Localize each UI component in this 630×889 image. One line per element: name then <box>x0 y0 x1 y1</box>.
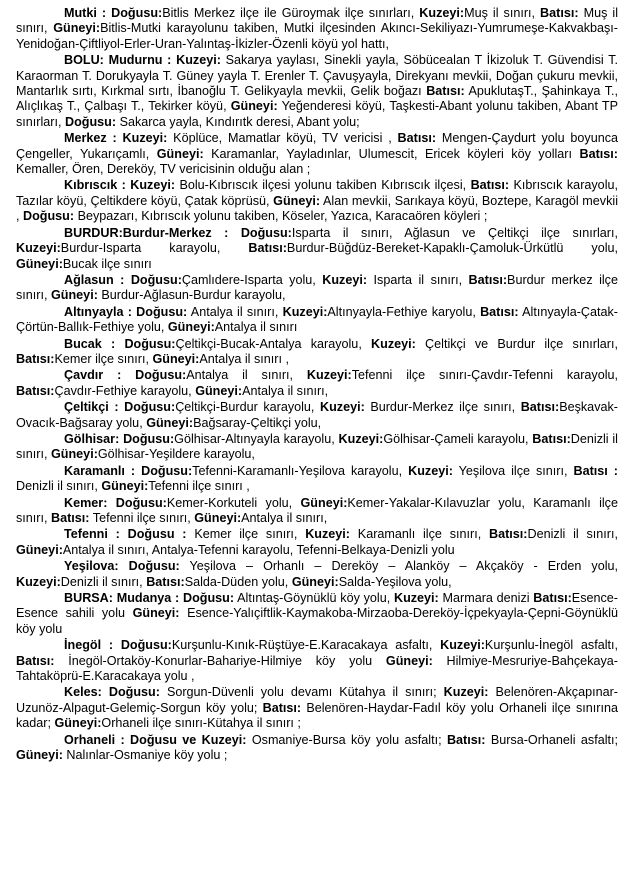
boundary-text: Çeltikçi ve Burdur ilçe sınırları, <box>415 336 618 351</box>
boundary-text: Gölhisar-Yeşildere karayolu, <box>97 447 255 462</box>
region-entry <box>16 685 618 731</box>
boundary-text: Sakarya yaylası, Sinekli yayla, Söbücealan T İkizoluk T. Güvendisi T. Karaorman T. Dorukyayla T. Güney yayla T. Erenler T. Çavuşyayla, Direkyanı mevkii, Doğan çukuru mevkii, Mantarlık sırtı, Kırkmal sırtı, İbanoğlu T. Gelikyayla mevkii, Gelik boğazı <box>16 53 619 99</box>
entry-paragraph <box>16 432 618 463</box>
direction-label: Batısı : <box>573 463 618 478</box>
direction-label: Batısı: <box>470 178 510 193</box>
boundary-text: Antalya il sınırı, <box>241 511 328 525</box>
boundary-text: Antalya il sınırı , <box>199 351 289 366</box>
boundary-text: Denizli il sınırı, <box>60 574 147 589</box>
region-entry <box>16 400 618 431</box>
region-entry <box>16 53 618 130</box>
entry-heading: Kıbrıscık : <box>64 178 131 193</box>
direction-label: Kuzeyi: <box>322 272 368 287</box>
boundary-text: Esence-Yalıçiftlik-Kaymakoba-Mirzaoba-Dereköy-İçpekyayla-Çepni-Göynüklü köy yolu <box>16 606 618 636</box>
direction-label: Batısı: <box>262 700 302 715</box>
boundary-text: Kurşunlu-İnegöl asfaltı, <box>484 638 618 653</box>
boundary-text: Yeğenderesi köyü, Taşkesti-Abant yolunu takiben, Abant TP sınırları, <box>16 99 618 129</box>
region-entry <box>16 226 618 272</box>
entry-heading: Gölhisar: <box>64 431 124 446</box>
direction-label: Güneyi: <box>194 511 242 525</box>
direction-label: Kuzeyi: <box>306 368 352 383</box>
boundary-text: Burdur-Ağlasun-Burdur karayolu, <box>97 288 286 303</box>
boundary-text: Alan mevkii, Sarıkaya köyü, Boztepe, Karagöl mevkii , <box>16 193 618 224</box>
direction-label: Kuzeyi: <box>16 574 61 589</box>
boundary-text: ApuklutaşT., Şahinkaya T., Alıçlıkaş T., Çalbaşı T., Tekirker köyü, <box>16 84 618 114</box>
direction-label: Güneyi: <box>291 574 339 589</box>
region-entry <box>16 337 618 368</box>
boundary-text: Muş il sınırı, <box>16 6 618 36</box>
entry-paragraph <box>16 464 618 495</box>
region-entry <box>16 273 618 304</box>
entry-paragraph <box>16 273 618 304</box>
entry-heading: Altınyayla : <box>64 304 137 319</box>
direction-label: Doğusu: <box>128 559 180 574</box>
entry-paragraph <box>16 733 618 764</box>
boundary-text: Burdur merkez ilçe sınırı, <box>16 272 618 303</box>
entry-paragraph <box>16 527 618 558</box>
entry-paragraph <box>16 226 618 272</box>
boundary-text: Bitlis-Mutki karayolunu takiben, Mutki ilçesinden Akıncı-Sekiliyazı-Yumrumeşe-Kakvakbaşı-Yenidoğan-Çiftliyol-Erler-Uran-Yalıntaş-İkizler-Özenli köyü yol hattı, <box>16 21 618 51</box>
boundary-text: Bağsaray-Çeltikçi yolu, <box>193 415 322 430</box>
boundary-text: Denizli il sınırı, <box>16 479 102 494</box>
boundary-text: Yeşilova ilçe sınırı, <box>452 463 574 478</box>
direction-label: Güneyi: <box>385 653 433 668</box>
direction-label: Doğusu: <box>135 368 187 383</box>
direction-label: Kuzeyi: <box>371 336 416 351</box>
entry-heading: Çavdır : <box>64 368 136 383</box>
direction-label: Batısı: <box>16 351 55 366</box>
entry-paragraph <box>16 685 618 731</box>
direction-label: Kuzeyi: <box>443 685 489 700</box>
boundary-text: Nalınlar-Osmaniye köy yolu ; <box>62 748 228 763</box>
boundary-text: Salda-Düden yolu, <box>184 574 292 589</box>
direction-label: Kuzeyi: <box>130 178 176 193</box>
direction-label: Batısı: <box>533 591 572 606</box>
direction-label: Güneyi: <box>167 320 215 335</box>
boundary-text: Kurşunlu-Kınık-Rüştüye-E.Karacakaya asfaltı, <box>171 638 441 653</box>
boundary-text: Burdur-Büğdüz-Bereket-Kapaklı-Çamoluk-Ürkütlü yolu, <box>286 241 619 256</box>
direction-label: Doğusu: <box>183 591 235 606</box>
boundary-text: Bursa-Orhaneli asfaltı; <box>485 732 619 747</box>
boundary-text: Tefenni-Karamanlı-Yeşilova karayolu, <box>192 463 409 478</box>
entry-paragraph <box>16 337 618 368</box>
direction-label: Güneyi: <box>195 383 243 398</box>
region-entry <box>16 638 618 684</box>
boundary-text: Antalya il sınırı, <box>186 368 307 383</box>
direction-label: Doğusu: <box>124 400 176 415</box>
entry-paragraph <box>16 305 618 336</box>
boundary-text: Isparta il sınırı, <box>367 272 469 287</box>
direction-label: Batısı: <box>397 131 437 146</box>
boundary-text: Çamlıdere-Isparta yolu, <box>181 272 323 287</box>
region-entry <box>16 305 618 336</box>
boundary-text: Çeltikçi-Burdur karayolu, <box>175 400 320 415</box>
direction-label: Doğusu: <box>130 272 182 287</box>
boundary-text: Altıntaş-Göynüklü köy yolu, <box>234 591 394 606</box>
boundary-text: Hilmiye-Mesruriye-Bahçekaya-Tahtaköprü-E.Karacakaya yolu , <box>16 653 618 684</box>
boundary-text: Sorgun-Düvenli yolu devamı Kütahya il sınırı; <box>159 685 444 700</box>
region-entry <box>16 368 618 399</box>
boundary-text: Kemaller, Ören, Dereköy, TV vericisinin olduğu alan ; <box>16 162 311 177</box>
entry-heading: Keles: <box>64 685 109 700</box>
direction-label: Güneyi: <box>273 193 321 208</box>
boundary-text: Beypazarı, Kıbrıscık yolunu takiben, Köseler, Yazıca, Karacaören köyleri ; <box>74 209 488 224</box>
direction-label: Kuzeyi: <box>16 241 61 256</box>
boundary-text: Muş il sınırı, <box>464 6 541 20</box>
direction-label: Batısı: <box>16 653 55 668</box>
direction-label: Kuzeyi: <box>176 53 221 68</box>
boundary-text: Altınyayla-Çatak-Çörtün-Ballık-Fethiye yolu, <box>16 304 619 335</box>
direction-label: Batısı: <box>16 383 55 398</box>
direction-label: Güneyi: <box>16 542 63 557</box>
entry-paragraph <box>16 559 618 590</box>
direction-label: Güneyi: <box>230 99 278 114</box>
entry-paragraph <box>16 53 618 130</box>
boundary-text: Tefenni ilçe sınırı-Çavdır-Tefenni karayolu, <box>351 368 619 383</box>
entry-paragraph <box>16 638 618 684</box>
boundary-text: Bucak ilçe sınırı <box>62 256 152 271</box>
boundary-text: Antalya il sınırı, Antalya-Tefenni karayolu, Tefenni-Belkaya-Denizli yolu <box>62 542 455 557</box>
entry-heading: Ağlasun : <box>64 272 131 287</box>
direction-label: Batısı: <box>520 400 560 415</box>
direction-label: Güneyi: <box>300 495 348 510</box>
boundary-text: Burdur-Merkez ilçe sınırı, <box>364 400 521 415</box>
boundary-text: Marmara denizi <box>438 591 534 606</box>
direction-label: Güneyi: <box>51 447 98 462</box>
boundary-text: Mengen-Çaydurt yolu boyunca Çengeller, Yukarıçamlı, <box>16 131 619 161</box>
entry-paragraph <box>16 591 618 637</box>
boundary-text: Çavdır-Fethiye karayolu, <box>54 383 196 398</box>
region-entry <box>16 131 618 177</box>
entry-paragraph <box>16 6 618 52</box>
region-entry <box>16 496 618 527</box>
direction-label: Batısı: <box>579 146 618 161</box>
direction-label: Kuzeyi: <box>282 304 328 319</box>
region-entry <box>16 464 618 495</box>
boundary-text: Denizli il sınırı, <box>16 431 618 462</box>
direction-label: Batısı: <box>426 84 465 99</box>
boundary-text: Kemer ilçe sınırı, <box>54 351 153 366</box>
entry-paragraph <box>16 131 618 177</box>
direction-label: Doğusu : <box>127 527 187 542</box>
direction-label: Güneyi: <box>132 606 180 621</box>
direction-label: Kuzeyi: <box>338 431 384 446</box>
boundary-text: Salda-Yeşilova yolu, <box>338 574 452 589</box>
entry-heading: BURDUR:Burdur-Merkez : <box>64 225 241 240</box>
direction-label: Kuzeyi: <box>305 527 350 542</box>
direction-label: Kuzeyi: <box>122 131 168 146</box>
entry-heading: Kemer: <box>64 495 116 510</box>
boundary-text: Sakarca yayla, Kındırıtk deresi, Abant yolu; <box>116 114 360 129</box>
boundary-text: Karamanlı ilçe sınırı, <box>350 527 489 542</box>
boundary-text: Kemer-Korkuteli yolu, <box>166 495 301 510</box>
direction-label: Batısı: <box>51 511 90 525</box>
direction-label: Batısı: <box>446 732 486 747</box>
boundary-text: Altınyayla-Fethiye karyolu, <box>327 304 481 319</box>
boundary-text: Tefenni ilçe sınırı , <box>148 479 250 494</box>
region-entry <box>16 591 618 637</box>
region-entry <box>16 6 618 52</box>
entry-heading: Yeşilova: <box>64 559 129 574</box>
direction-label: Doğusu: <box>65 114 117 129</box>
boundary-text: Osmaniye-Bursa köy yolu asfaltı; <box>246 732 447 747</box>
boundary-text: Antalya il sınırı, <box>187 304 283 319</box>
direction-label: Doğusu: <box>124 336 176 351</box>
boundary-text: Çeltikçi-Bucak-Antalya karayolu, <box>175 336 372 351</box>
entry-heading: Orhaneli : <box>64 732 131 747</box>
direction-label: Batısı: <box>248 241 287 256</box>
direction-label: Güneyi: <box>101 479 149 494</box>
boundary-text: Gölhisar-Altınyayla karayolu, <box>174 431 339 446</box>
entry-paragraph <box>16 400 618 431</box>
boundary-text: İnegöl-Ortaköy-Konurlar-Bahariye-Hilmiye köy yolu <box>54 653 386 668</box>
region-entry <box>16 432 618 463</box>
boundary-text: Esence-Esence sahili yolu <box>16 591 618 621</box>
direction-label: Batısı: <box>489 527 528 542</box>
direction-label: Güneyi: <box>51 288 98 303</box>
region-entry <box>16 178 618 224</box>
direction-label: Kuzeyi: <box>393 591 439 606</box>
boundary-text: Bitlis Merkez ilçe ile Güroymak ilçe sınırları, <box>162 6 420 20</box>
boundary-text: Beşkavak-Ovacık-Bağsaray yolu, <box>16 400 618 430</box>
boundary-text: Gölhisar-Çameli karayolu, <box>383 431 533 446</box>
boundary-text: Kemer-Yakalar-Kılavuzlar yolu, Karamanlı ilçe sınırı, <box>16 495 618 525</box>
entry-paragraph <box>16 496 618 527</box>
direction-label: Kuzeyi: <box>440 638 485 653</box>
direction-label: Güneyi: <box>16 748 63 763</box>
direction-label: Batısı: <box>532 431 571 446</box>
direction-label: Doğusu: <box>120 638 172 653</box>
direction-label: Güneyi: <box>54 716 102 731</box>
direction-label: Batısı: <box>540 6 579 20</box>
direction-label: Doğusu: <box>136 304 188 319</box>
boundary-text: Burdur-Isparta karayolu, <box>60 241 249 256</box>
entry-heading: Karamanlı : <box>64 463 142 478</box>
direction-label: Doğusu: <box>240 225 292 240</box>
direction-label: Güneyi: <box>53 21 101 36</box>
boundary-text: Belenören-Akçapınar-Uzunöz-Alpagut-Gelemiç-Sorgun köy yolu; <box>16 685 618 715</box>
entry-paragraph <box>16 178 618 224</box>
entry-heading: Bucak : <box>64 336 125 351</box>
boundary-text: Kıbrıscık karayolu, Tazılar köyü, Çeltikdere köyü, Çatak köprüsü, <box>16 178 618 208</box>
boundary-text: Isparta il sınırı, Ağlasun ve Çeltikçi ilçe sınırları, <box>291 225 618 240</box>
entry-heading: Mutki : <box>64 6 112 20</box>
direction-label: Batısı: <box>468 272 508 287</box>
entry-heading: BOLU: Mudurnu : <box>64 53 177 68</box>
boundary-text: Tefenni ilçe sınırı, <box>89 511 195 525</box>
boundary-text: Yeşilova – Orhanlı – Dereköy – Alanköy – Akçaköy - Erden yolu, <box>179 559 619 574</box>
boundary-text: Belenören-Haydar-Fadıl köy yolu Orhaneli ilçe sınırına kadar; <box>16 700 618 731</box>
boundary-text: Kemer ilçe sınırı, <box>186 527 306 542</box>
entry-heading: Çeltikçi : <box>64 400 125 415</box>
boundary-text: Orhaneli ilçe sınırı-Kütahya il sınırı ; <box>101 716 301 731</box>
direction-label: Doğusu ve Kuzeyi: <box>130 732 247 747</box>
boundary-text: Bolu-Kıbrıscık ilçesi yolunu takiben Kıbrıscık ilçesi, <box>175 178 471 193</box>
region-entry <box>16 733 618 764</box>
entry-heading: Merkez : <box>64 131 123 146</box>
boundary-text: Antalya il sınırı, <box>242 383 329 398</box>
direction-label: Kuzeyi: <box>319 400 365 415</box>
boundary-text: Köplüce, Mamatlar köyü, TV vericisi , <box>167 131 398 146</box>
direction-label: Güneyi: <box>156 146 204 161</box>
direction-label: Doğusu: <box>111 6 163 20</box>
direction-label: Güneyi: <box>16 256 63 271</box>
entry-heading: İnegöl : <box>64 638 121 653</box>
direction-label: Doğusu: <box>115 495 167 510</box>
direction-label: Güneyi: <box>152 351 200 366</box>
region-entry <box>16 527 618 558</box>
entry-paragraph <box>16 368 618 399</box>
entry-heading: Tefenni : <box>64 527 128 542</box>
direction-label: Batısı: <box>146 574 185 589</box>
direction-label: Kuzeyi: <box>408 463 453 478</box>
region-entry <box>16 559 618 590</box>
boundary-text: Denizli il sınırı, <box>527 527 618 542</box>
direction-label: Güneyi: <box>146 415 194 430</box>
boundary-text: Karamanlar, Yayladınlar, Ulumescit, Ericek köyleri köy yolları <box>203 146 580 161</box>
direction-label: Kuzeyi: <box>419 6 465 20</box>
entry-heading: BURSA: Mudanya : <box>64 591 183 606</box>
direction-label: Doğusu: <box>108 685 160 700</box>
direction-label: Doğusu: <box>23 209 75 224</box>
direction-label: Batısı: <box>480 304 519 319</box>
boundary-text: Antalya il sınırı <box>214 320 298 335</box>
direction-label: Doğusu: <box>141 463 193 478</box>
direction-label: Doğusu: <box>123 431 175 446</box>
